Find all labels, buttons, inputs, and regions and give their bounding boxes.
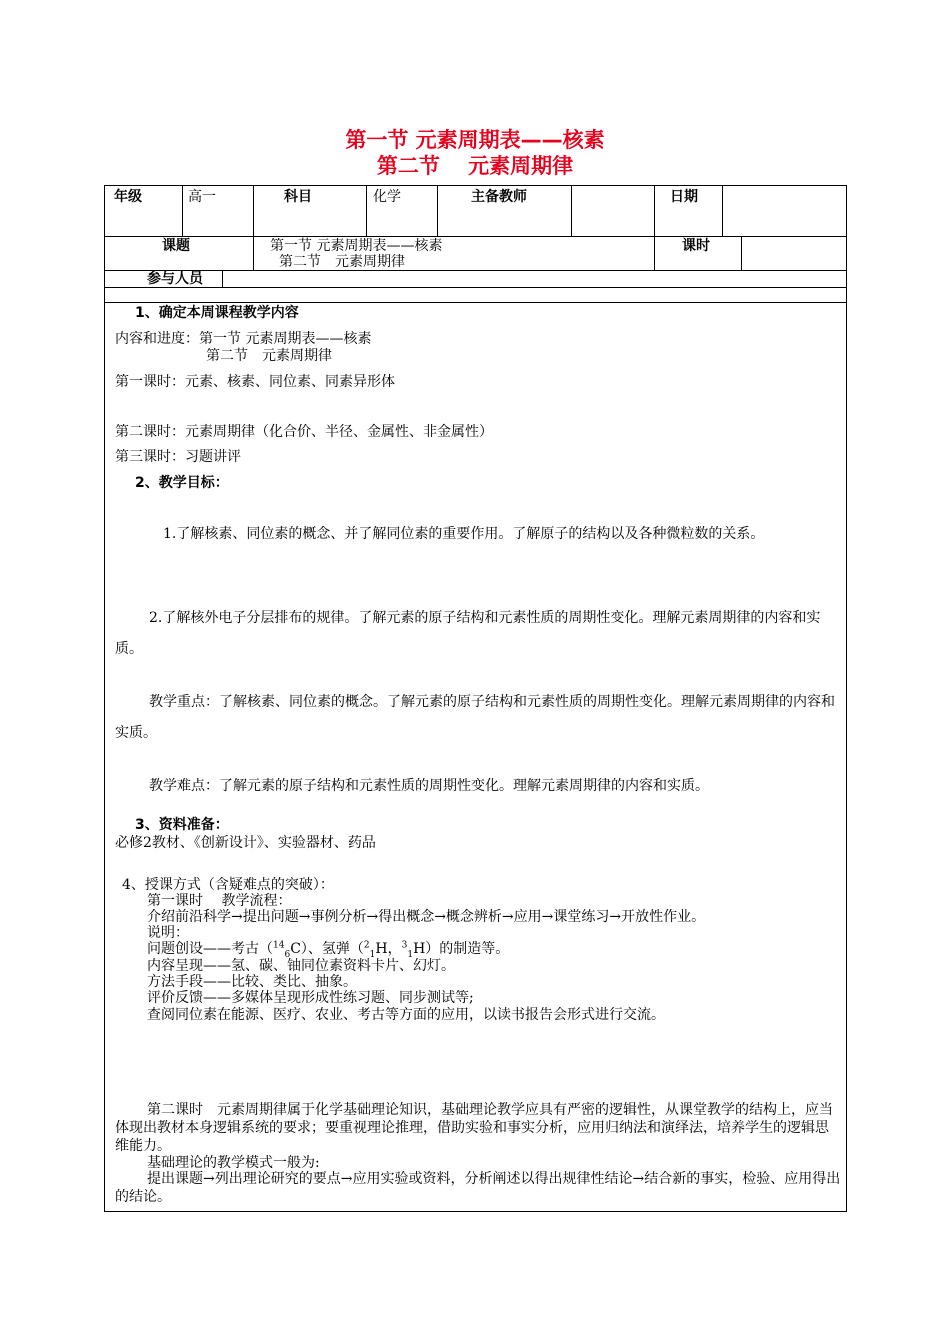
topic-value-line2: 第二节 元素周期律	[279, 254, 405, 270]
problem-setting-item	[147, 940, 510, 960]
grade-value: 高一	[188, 189, 216, 205]
subject-label: 科目	[284, 189, 312, 205]
document-title: 第一节 元素周期表——核素	[345, 128, 605, 152]
participants-label: 参与人员	[147, 271, 203, 287]
c14-atomic-number: 6	[284, 949, 291, 960]
teaching-flow: 介绍前沿科学→提出问题→事例分析→得出概念→概念辨析→应用→课堂练习→开放性作业。	[147, 909, 706, 925]
teaching-mode-steps: 提出课题→列出理论研究的要点→应用实验或资料，分析阐述以得出规律性结论→结合新的事实，检验、应用得出的结论。	[115, 1171, 841, 1205]
goal-2: 2.了解核外电子分层排布的规律。了解元素的原子结构和元素性质的周期性变化。理解元素周期律的内容和实质。	[115, 610, 821, 657]
key-points: 教学重点：了解核素、同位素的概念。了解元素的原子结构和元素性质的周期性变化。理解元素周期律的内容和实质。	[115, 694, 835, 741]
content-presentation-item: 内容呈现——氢、碳、铀同位素资料卡片、幻灯。	[147, 958, 455, 974]
goal-1: 1.了解核素、同位素的概念、并了解同位素的重要作用。了解原子的结构以及各种微粒数的关系。	[163, 526, 765, 542]
row-divider	[104, 236, 847, 237]
section3-heading: 3、资料准备：	[135, 817, 229, 833]
col-divider	[722, 185, 723, 236]
date-label: 日期	[670, 189, 698, 205]
c14-element: C）、氢弹（	[290, 941, 364, 957]
content-progress-line2: 第二节 元素周期律	[206, 348, 332, 364]
lead-teacher-label: 主备教师	[471, 189, 527, 205]
topic-label: 课题	[162, 238, 190, 254]
section1-heading: 1、确定本周课程教学内容	[135, 305, 299, 321]
topic-value-line1: 第一节 元素周期表——核素	[270, 238, 443, 254]
h2-element: H，	[375, 941, 402, 957]
h2-mass-number: 2	[363, 940, 370, 951]
lesson1-flow-title: 第一课时 教学流程：	[147, 893, 292, 909]
problem-setting-text: 问题创设——考古（	[147, 941, 273, 957]
c14-mass-number: 14	[273, 940, 285, 951]
subject-value: 化学	[373, 189, 401, 205]
h3-element: H）的制造等。	[413, 941, 510, 957]
col-divider	[654, 236, 655, 270]
col-divider	[182, 185, 183, 236]
lesson2-method: 第二课时 元素周期律属于化学基础理论知识，基础理论教学应具有严密的逻辑性，从课堂教学的结构上，应当体现出教材本身逻辑系统的要求；要重视理论推理，借助实验和事实分析，应用归纳法和演绎法，培养学生的逻辑思维能力。	[115, 1102, 833, 1154]
class-hours-label: 课时	[682, 238, 710, 254]
difficulties: 教学难点：了解元素的原子结构和元素性质的周期性变化。理解元素周期律的内容和实质。	[149, 778, 709, 794]
materials-list: 必修2教材、《创新设计》、实验器材、药品	[115, 835, 376, 851]
col-divider	[741, 236, 742, 270]
row-divider	[104, 270, 847, 271]
grade-label: 年级	[114, 189, 142, 205]
document-subtitle: 第二节 元素周期律	[376, 154, 574, 178]
col-divider	[654, 185, 655, 236]
evaluation-item: 评价反馈——多媒体呈现形成性练习题、同步测试等;	[147, 990, 474, 1006]
col-divider	[222, 270, 223, 287]
content-progress: 内容和进度：第一节 元素周期表——核素	[115, 331, 372, 347]
col-divider	[253, 236, 254, 270]
col-divider	[253, 185, 254, 236]
row-divider	[104, 302, 847, 303]
section2-heading: 2、教学目标：	[135, 475, 229, 491]
h3-atomic-number: 1	[407, 949, 414, 960]
research-item: 查阅同位素在能源、医疗、农业、考古等方面的应用，以读书报告会形式进行交流。	[147, 1007, 665, 1023]
col-divider	[571, 185, 572, 236]
h2-atomic-number: 1	[369, 949, 376, 960]
h3-mass-number: 3	[401, 940, 408, 951]
lesson1-content: 第一课时：元素、核素、同位素、同素异形体	[115, 374, 395, 390]
lesson2-content: 第二课时：元素周期律（化合价、半径、金属性、非金属性）	[115, 424, 493, 440]
lesson3-content: 第三课时：习题讲评	[115, 449, 241, 465]
col-divider	[366, 185, 367, 236]
teaching-mode-label: 基础理论的教学模式一般为:	[147, 1155, 320, 1171]
section4-heading: 4、授课方式（含疑难点的突破）：	[122, 877, 334, 893]
row-divider	[104, 287, 847, 288]
notes-label: 说明：	[147, 925, 189, 941]
methods-item: 方法手段——比较、类比、抽象。	[147, 974, 357, 990]
col-divider	[437, 185, 438, 236]
